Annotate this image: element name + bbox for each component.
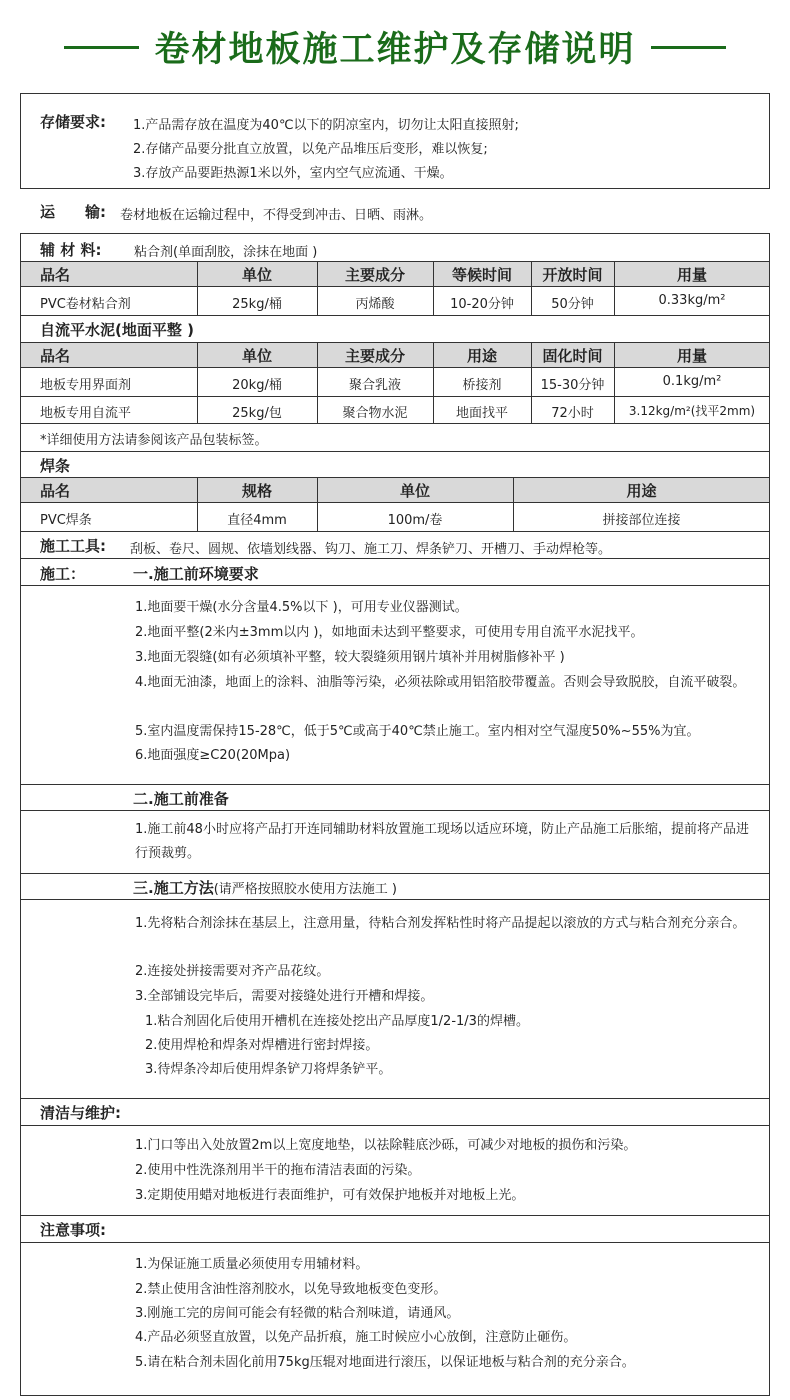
leveling-col-header: 用途: [466, 347, 497, 365]
construction-s3-heading: [133, 877, 397, 898]
notes-item: 3.刚施工完的房间可能会有轻微的粘合剂味道，请通风。: [135, 1306, 460, 1321]
leveling-cell: 聚合乳液: [348, 378, 401, 393]
leveling-cell: 地面找平: [455, 406, 508, 421]
construction-s3-item: 3.全部铺设完毕后，需要对接缝处进行开槽和焊接。: [135, 989, 434, 1004]
aux-cell: 25kg/桶: [232, 297, 282, 312]
cleaning-label: 清洁与维护:: [40, 1104, 121, 1122]
aux-cell: 丙烯酸: [355, 297, 395, 312]
tools-label: 施工工具:: [40, 537, 106, 555]
aux-cell: 50分钟: [551, 297, 594, 312]
construction-s3-subitem: 2.使用焊枪和焊条对焊槽进行密封焊接。: [145, 1038, 379, 1053]
construction-s2-title: 二.施工前准备: [133, 790, 229, 808]
weld-cell: 100m/卷: [387, 513, 443, 528]
aux-cell: 0.33kg/m²: [658, 293, 726, 308]
leveling-col-header: 品名: [40, 347, 71, 365]
transport-text: 卷材地板在运输过程中，不得受到冲击、日晒、雨淋。: [120, 208, 433, 223]
weld-col-header: 用途: [626, 482, 657, 500]
construction-s1-item: 3.地面无裂缝(如有必须填补平整，较大裂缝须用钢片填补并用树脂修补平 ): [135, 650, 565, 665]
weld-col-header: 单位: [399, 482, 430, 500]
leveling-col-header: 主要成分: [344, 347, 405, 365]
leveling-cell: 25kg/包: [232, 406, 282, 421]
construction-s1-title: 一.施工前环境要求: [133, 565, 259, 583]
leveling-col-header: 单位: [241, 347, 272, 365]
leveling-cell: 0.1kg/m²: [662, 374, 722, 389]
weld-cell: 拼接部位连接: [602, 513, 681, 528]
storage-item: 1.产品需存放在温度为40℃以下的阴凉室内，切勿让太阳直接照射;: [133, 118, 519, 133]
weld-label: 焊条: [40, 457, 71, 475]
construction-s3-title-note: (请严格按照胶水使用方法施工 ): [213, 882, 397, 897]
title-left-rule: [64, 46, 139, 49]
notes-item: 5.请在粘合剂未固化前用75kg压辊对地面进行滚压，以保证地板与粘合剂的充分亲合。: [135, 1355, 635, 1370]
leveling-label: 自流平水泥(地面平整 ): [40, 321, 194, 339]
storage-item: 3.存放产品要距热源1米以外，室内空气应流通、干燥。: [133, 166, 453, 181]
cleaning-item: 1.门口等出入处放置2m以上宽度地垫，以祛除鞋底沙砾，可减少对地板的损伤和污染。: [135, 1138, 637, 1153]
aux-col-header: 等候时间: [451, 266, 512, 284]
weld-cell: PVC焊条: [40, 513, 92, 528]
cleaning-item: 3.定期使用蜡对地板进行表面维护，可有效保护地板并对地板上光。: [135, 1188, 525, 1203]
construction-s1-item: 1.地面要干燥(水分含量4.5%以下 )，可用专业仪器测试。: [135, 600, 468, 615]
aux-cell: 10-20分钟: [450, 297, 514, 312]
notes-item: 2.禁止使用含油性溶剂胶水，以免导致地板变色变形。: [135, 1282, 447, 1297]
leveling-cell: 桥接剂: [462, 378, 502, 393]
leveling-col-header: 固化时间: [542, 347, 603, 365]
weld-col-header: 品名: [40, 482, 71, 500]
aux-col-header: 单位: [241, 266, 272, 284]
construction-s2-item: 1.施工前48小时应将产品打开连同辅助材料放置施工现场以适应环境，防止产品施工后胀缩，提前将产品进行预裁剪。: [135, 822, 749, 861]
notes-item: 4.产品必须竖直放置，以免产品折痕，施工时候应小心放倒，注意防止砸伤。: [135, 1330, 577, 1345]
construction-s3-subitem: 1.粘合剂固化后使用开槽机在连接处挖出产品厚度1/2-1/3的焊槽。: [145, 1014, 529, 1029]
leveling-cell: 15-30分钟: [540, 378, 605, 393]
leveling-note: *详细使用方法请参阅该产品包装标签。: [40, 433, 268, 448]
aux-col-header: 品名: [40, 266, 71, 284]
aux-cell: PVC卷材粘合剂: [40, 297, 131, 312]
construction-s3-item: 1.先将粘合剂涂抹在基层上，注意用量，待粘合剂发挥粘性时将产品提起以滚放的方式与粘合剂充分亲合。: [135, 916, 746, 931]
construction-s3-subitem: 3.待焊条冷却后使用焊条铲刀将焊条铲平。: [145, 1062, 392, 1077]
construction-s3-item: 2.连接处拼接需要对齐产品花纹。: [135, 964, 330, 979]
leveling-col-header: 用量: [676, 347, 707, 365]
construction-s1-item: 2.地面平整(2米内±3mm以内 )，如地面未达到平整要求，可使用专用自流平水泥找平。: [135, 625, 644, 640]
weld-cell: 直径4mm: [227, 513, 287, 528]
construction-s1-item: 6.地面强度≥C20(20Mpa): [135, 748, 291, 763]
aux-col-header: 开放时间: [542, 266, 603, 284]
aux-col-header: 主要成分: [344, 266, 405, 284]
aux-label: 辅 材 料:: [40, 241, 102, 259]
construction-s3-title: 三.施工方法: [133, 879, 214, 897]
construction-s1-item: 4.地面无油漆，地面上的涂料、油脂等污染，必须祛除或用铝箔胶带覆盖。否则会导致脱胶，自流平破裂。: [135, 675, 746, 690]
weld-col-header: 规格: [241, 482, 272, 500]
cleaning-item: 2.使用中性洗涤剂用半干的拖布清洁表面的污染。: [135, 1163, 421, 1178]
title-right-rule: [651, 46, 726, 49]
storage-item: 2.存储产品要分批直立放置，以免产品堆压后变形，难以恢复;: [133, 142, 488, 157]
notes-item: 1.为保证施工质量必须使用专用辅材料。: [135, 1257, 369, 1272]
page-title-row: [0, 22, 790, 72]
notes-label: 注意事项:: [40, 1221, 106, 1239]
leveling-cell: 20kg/桶: [232, 378, 282, 393]
leveling-cell: 地板专用自流平: [40, 406, 132, 421]
tools-text: 刮板、卷尺、圆规、依墙划线器、钩刀、施工刀、焊条铲刀、开槽刀、手动焊枪等。: [130, 542, 612, 557]
leveling-cell: 聚合物水泥: [342, 406, 408, 421]
transport-label: 运 输:: [40, 203, 106, 221]
construction-label: 施工：: [40, 565, 86, 583]
construction-s1-item: 5.室内温度需保持15-28℃，低于5℃或高于40℃禁止施工。室内相对空气湿度50%~55%为宜。: [135, 724, 700, 739]
leveling-cell: 72小时: [551, 406, 594, 421]
page-title: 卷材地板施工维护及存储说明: [154, 30, 636, 70]
aux-col-header: 用量: [676, 266, 707, 284]
storage-label: 存储要求:: [40, 113, 106, 131]
leveling-cell: 地板专用界面剂: [40, 378, 132, 393]
leveling-cell: 3.12kg/m²(找平2mm): [628, 404, 756, 418]
aux-desc: 粘合剂(单面刮胶，涂抹在地面 ): [134, 245, 318, 260]
